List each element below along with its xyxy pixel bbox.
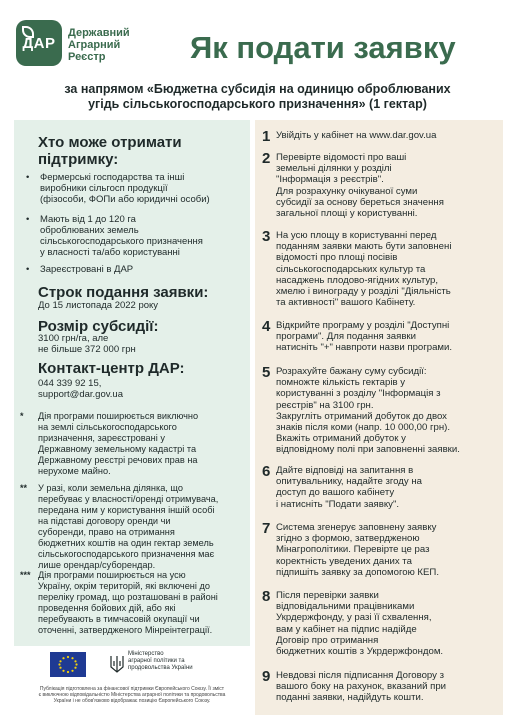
step-line: Вкажіть отриманий добуток у — [276, 433, 406, 445]
note-3 — [38, 570, 238, 636]
step-line: Дайте відповіді на запитання в — [276, 465, 414, 476]
step-line: користуванні з розділу "Інформація з — [276, 388, 441, 400]
step-number: 3 — [262, 228, 271, 245]
step-line: вам у кабінет на підпис надійде — [276, 623, 417, 635]
step-line: загальної площі у користуванні. — [276, 208, 418, 220]
step-line: опитувальнику, надайте згоду на — [276, 476, 422, 488]
header — [0, 0, 515, 80]
disclaimer-line: Публікація підготовлена за фінансової підтримки Європейського Союзу. Її зміст — [39, 686, 225, 692]
note-line: суборенди, право на отримання — [38, 527, 175, 537]
step-line: бюджетних коштів з Укрдержфондом. — [276, 646, 444, 658]
note-line: оточенні, затвердженого Мінреінтеграції. — [38, 625, 213, 635]
bullet-line: • Фермерські господарства та інші — [40, 172, 185, 183]
step-line: вашого боку на рахунок, вказаний при — [276, 681, 447, 693]
step-line: Укрдержфонду, у разі її схвалення, — [276, 612, 432, 624]
note-line: бюджетних коштів на один гектар земель — [38, 538, 214, 548]
disclaimer-line: України і не обов'язково відображає позицію Європейського Союзу. — [53, 698, 211, 704]
note-mark: ** — [20, 483, 28, 493]
note-line: Державному реєстрі речових прав на — [38, 455, 198, 465]
note-line: призначення, зареєстровані у — [38, 433, 165, 443]
eu-flag-icon — [50, 652, 86, 677]
note-line: на підставі договору оренди чи — [38, 516, 171, 526]
step-line: субсидії за основу береться значення — [276, 196, 444, 208]
step-number: 8 — [262, 588, 271, 605]
step-line: Розрахуйте бажану суму субсидії: — [276, 366, 427, 377]
step-text — [276, 590, 498, 657]
who-title-line: Хто може отримати — [38, 134, 182, 151]
step-line: "Інформація з реєстрів". — [276, 174, 384, 186]
step-line: знаків після коми (напр. 10 000,00 грн). — [276, 422, 450, 434]
step-line: земельні ділянки у розділі — [276, 163, 392, 175]
size-text — [38, 333, 136, 355]
size-line: 3100 грн/га, але — [38, 333, 109, 344]
step-line: натисніть "+" навпроти назви програми. — [276, 342, 453, 354]
page-title: Як подати заявку — [190, 30, 456, 65]
logo-text: ДАР — [22, 34, 56, 52]
step-line: Увійдіть у кабінет на www.dar.gov.ua — [276, 130, 437, 141]
step-line: Відкрийте програму у розділі "Доступні — [276, 320, 450, 331]
step-text — [276, 522, 498, 578]
deadline-text: До 15 листопада 2022 року — [38, 300, 159, 311]
step-line: помножте кількість гектарів у — [276, 377, 406, 389]
dar-logo — [16, 20, 62, 66]
step-line: реєстрів" на 3100 грн. — [276, 399, 374, 411]
step-text — [276, 152, 498, 219]
eligibility-bullet — [40, 214, 203, 258]
ministry-name — [128, 651, 218, 672]
note-line: Дія програми поширюється виключно — [38, 411, 199, 421]
step-line: і натисніть "Подати заявку". — [276, 498, 400, 510]
note-line: проведення бойових дій, або які — [38, 603, 176, 613]
step-number: 9 — [262, 668, 271, 685]
note-line: нерухоме майно. — [38, 466, 111, 476]
step-line: Перевірте відомості про ваші — [276, 152, 407, 163]
note-line: переліку громад, що розташовані в районі — [38, 592, 218, 602]
org-name — [68, 27, 130, 63]
note-mark: *** — [20, 570, 31, 580]
step-text — [276, 465, 498, 510]
note-line: передана ним у користування іншій особі — [38, 505, 215, 515]
bullet-line: (фізособи, ФОПи або юридичні особи) — [40, 194, 210, 205]
contact-phone: 044 339 92 15, — [38, 378, 102, 389]
eligibility-bullet — [40, 264, 133, 275]
step-line: поданні заявки, надійдуть кошти. — [276, 692, 424, 704]
step-line: Закругліть отриманий добуток до двох — [276, 410, 447, 422]
step-number: 4 — [262, 318, 271, 335]
ministry-line: продовольства України — [128, 665, 193, 671]
step-line: Договір про отримання — [276, 634, 379, 646]
step-number: 5 — [262, 364, 271, 381]
step-line: хмелю і винограду у розділі "Діяльність — [276, 286, 451, 298]
step-number: 6 — [262, 463, 271, 480]
disclaimer — [14, 686, 250, 704]
step-line: доступ до вашого кабінету — [276, 487, 395, 499]
who-title-line: підтримку: — [38, 151, 119, 168]
contact-email[interactable]: support@dar.gov.ua — [38, 389, 123, 400]
bullet-line: • Мають від 1 до 120 га — [40, 214, 136, 225]
step-number: 2 — [262, 150, 271, 167]
size-line: не більше 372 000 грн — [38, 344, 136, 355]
note-line: У разі, коли земельна ділянка, що — [38, 483, 183, 493]
eligibility-bullet — [40, 172, 210, 205]
note-line: Державному земельному кадастрі та — [38, 444, 197, 454]
deadline-title: Строк подання заявки: — [38, 284, 209, 301]
step-line: згідно з формою, затвердженою — [276, 533, 420, 545]
org-line: Реєстр — [68, 51, 106, 63]
step-line: сільськогосподарських культур та — [276, 263, 426, 275]
note-line: перебувають в тимчасовій окупації чи — [38, 614, 200, 624]
contact-title: Контакт-центр ДАР: — [38, 360, 185, 377]
step-line: На усю площу в користуванні перед — [276, 230, 437, 241]
note-line: Дія програми поширюється на усю — [38, 570, 186, 580]
step-line: програми". Для подання заявки — [276, 331, 416, 343]
note-line: сільськогосподарського призначення має — [38, 549, 215, 559]
disclaimer-line: є виключною відповідальністю Міністерства аграрної політики та продовольства — [38, 692, 226, 698]
org-line: Аграрний — [68, 39, 121, 51]
step-line: та активності" вашого Кабінету. — [276, 297, 416, 309]
step-line: насаджень плодово-ягідних культур, — [276, 274, 439, 286]
note-line: лише орендар/суборендар. — [38, 560, 156, 570]
bullet-line: • Зареєстровані в ДАР — [40, 264, 134, 275]
subtitle-line: за напрямом «Бюджетна субсидія на одиницю оброблюваних — [64, 82, 451, 96]
note-1 — [38, 411, 238, 477]
step-line: поданням заявки мають бути заповнені — [276, 241, 452, 253]
step-text — [276, 366, 498, 456]
step-text — [276, 130, 498, 141]
step-line: Система згенерує заповнену заявку — [276, 522, 437, 533]
ministry-line: Міністерство — [128, 651, 164, 657]
bullet-line: сільськогосподарського призначення — [40, 236, 203, 247]
step-line: відповідному полі при заповненні заявки. — [276, 444, 460, 456]
step-line: Для розрахунку очікуваної суми — [276, 185, 418, 197]
step-line: відповідальними працівниками — [276, 601, 415, 613]
step-line: відомості про площі посівів — [276, 252, 398, 264]
step-line: Після перевірки заявки — [276, 590, 379, 601]
step-text — [276, 320, 498, 354]
org-line: Державний — [68, 27, 130, 39]
who-title — [38, 134, 182, 168]
bullet-line: виробники сільгосп продукції — [40, 183, 168, 194]
step-text — [276, 670, 498, 704]
step-number: 7 — [262, 520, 271, 537]
size-title: Розмір субсидії: — [38, 318, 159, 335]
trident-icon — [110, 655, 124, 673]
note-line: Україну, окрім територій, які включені до — [38, 581, 210, 591]
ministry-line: аграрної політики та — [128, 658, 185, 664]
step-line: підпишіть заявку за допомогою КЕП. — [276, 566, 439, 578]
step-line: коректність уведених даних та — [276, 555, 412, 567]
step-number: 1 — [262, 128, 271, 145]
bullet-line: у власності та/або користуванні — [40, 247, 180, 258]
step-text — [276, 230, 498, 308]
step-line: Невдовзі після підписання Договору з — [276, 670, 444, 681]
note-line: перебуває у власності/оренді отримувача, — [38, 494, 219, 504]
contact-text — [38, 378, 123, 400]
note-mark: * — [20, 411, 24, 421]
bullet-line: оброблюваних земель — [40, 225, 139, 236]
step-line: Мінагрополітики. Перевірте це раз — [276, 544, 430, 556]
page-subtitle — [0, 82, 515, 112]
note-line: на землі сільськогосподарського — [38, 422, 177, 432]
note-2 — [38, 483, 238, 571]
subtitle-line: угідь сільськогосподарського призначення» (1 гектар) — [88, 97, 427, 111]
